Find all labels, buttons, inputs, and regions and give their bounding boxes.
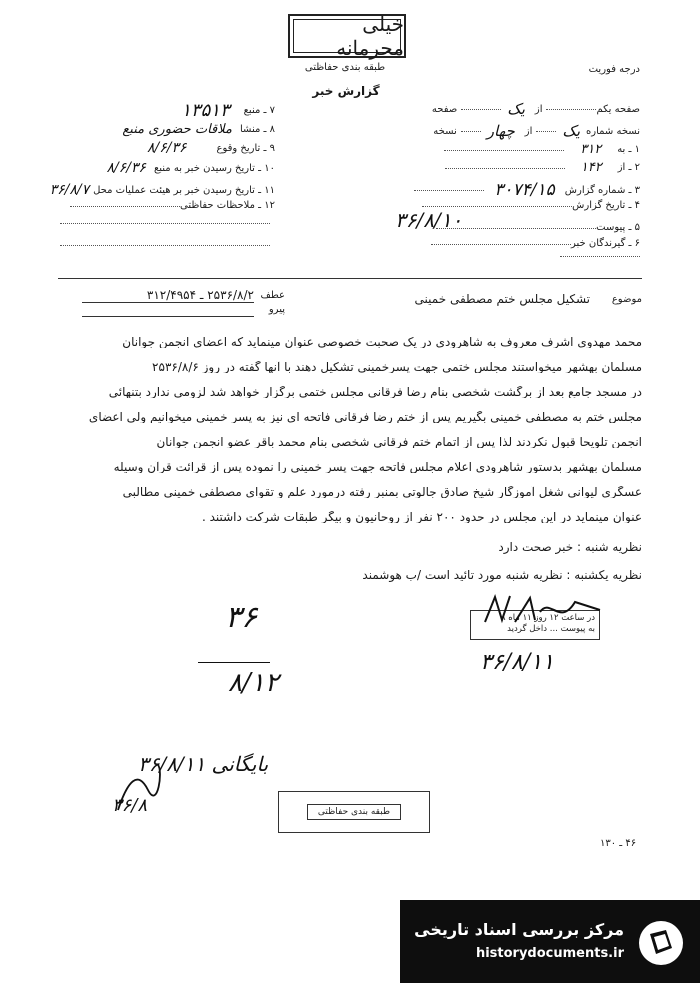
- subject-label: موضوع: [611, 294, 642, 305]
- right-field-to: [444, 142, 640, 157]
- field-value: ۸/۶/۳۶: [106, 160, 146, 176]
- handwritten-archive-note: بایگانی ۳۶/۸/۱۱: [138, 752, 269, 776]
- handwritten-initials: ۳۶/۸: [112, 795, 148, 816]
- field-value: یک: [507, 100, 525, 118]
- right-field-page: [432, 100, 640, 118]
- body-line: انجمن تلویحا قبول نکردند لذا پس از اتمام ختم فرقانی شخصی بنام محمد باقر عضو انجمن جوانان: [156, 436, 642, 448]
- bottom-stamp-text: طبقه بندی حفاظتی: [307, 804, 401, 820]
- field-label: ۳ ـ شماره گزارش: [564, 184, 640, 196]
- left-blank-line: [60, 245, 270, 246]
- right-field-report-number: [414, 180, 640, 200]
- field-value: یک: [562, 122, 581, 140]
- handwritten-sig-left-bottom: ۸/۱۲: [228, 668, 279, 698]
- right-field-copy: [433, 122, 640, 140]
- body-line: مجلس ختم به مصطفی خمینی بگیریم پس از ختم رضا فرقانی فاتحه ای نیز به پسر خمینی میخوانیم ولی اعضای: [88, 411, 642, 423]
- right-field-attachment: [436, 222, 640, 233]
- footer-url: historydocuments.ir: [475, 946, 624, 961]
- classification-subtitle: طبقه بندی حفاظتی: [304, 62, 386, 73]
- stamp-scribble: [480, 592, 610, 632]
- field-value: ۳۱۲: [580, 142, 602, 157]
- page-code: ۴۶ ـ ۱۳۰: [600, 838, 637, 849]
- classification-text: خیلی محرمانه: [336, 12, 404, 60]
- field-label: صفحه یکم: [596, 103, 640, 115]
- note-sunday: نظریه یکشنبه : نظریه شنبه مورد تائید است /ب هوشمند: [362, 568, 642, 582]
- field-label: ۱۲ ـ ملاحظات حفاظتی: [180, 200, 275, 211]
- body-line: محمد مهدوی اشرف معروف به شاهرودی در یک صحبت خصوصی عنوان مینماید که اعضای انجمن جوانان: [122, 336, 642, 348]
- note-saturday: نظریه شنبه : خبر صحت دارد: [498, 540, 642, 554]
- reference-underline: [82, 316, 254, 317]
- receipt-stamp-line2: به پیوست ... داخل گردید: [507, 624, 595, 635]
- body-line: مسلمان بهشهر میخواستند مجلس ختمی جهت پسرخمینی تشکیل دهند با آنها گفته در روز ۲۵۳۶/۸/۶: [152, 361, 642, 373]
- left-field-security-notes: [70, 200, 275, 211]
- header-divider: [58, 278, 642, 279]
- classification-stamp: [288, 14, 406, 58]
- field-label: ۴ ـ تاریخ گزارش: [572, 200, 640, 211]
- field-suffix: نسخه: [433, 125, 457, 137]
- left-field-source: [167, 100, 275, 121]
- body-line: عسگری لیوانی شغل آموزگار شیخ صادق جالوتی بمنبر رفته درمورد علم و تقوای مصطفی خمینی مطالبی: [122, 486, 642, 498]
- field-label: ۷ ـ منبع: [243, 105, 275, 116]
- field-label: ۵ ـ پیوست: [596, 222, 640, 233]
- handwritten-report-date: ۳۶/۸/۱۰: [395, 208, 463, 232]
- field-label: ۱۱ ـ تاریخ رسیدن خبر بر هیئت عملیات محل: [93, 184, 275, 196]
- signature-scribble: [108, 760, 168, 820]
- watermark-footer: [400, 900, 700, 983]
- field-suffix: صفحه: [431, 103, 458, 115]
- bottom-classification-stamp: [278, 791, 430, 833]
- field-value: ۱۴۲: [580, 160, 602, 175]
- receipt-stamp-line1: در ساعت ۱۲ روز ۱۱ ماه ۸: [500, 613, 595, 623]
- field-label: ۹ ـ تاریخ وقوع: [216, 142, 275, 154]
- left-blank-line: [60, 223, 270, 224]
- priority-label: درجه فوریت: [588, 64, 640, 75]
- body-line: مسلمان بهشهر بدستور شاهرودی اعلام مجلس فاتحه جهت پسر خمینی را نموده پس از قرائت قرآن وسیله: [113, 461, 642, 473]
- left-field-source-received: [98, 160, 275, 176]
- right-field-from: [445, 160, 640, 175]
- footer-title: مرکز بررسی اسناد تاریخی: [414, 920, 624, 939]
- field-value: ۳۶/۸/۷: [49, 182, 90, 198]
- field-value: ۳۰۷۴/۱۵: [494, 180, 555, 200]
- left-field-occurrence-date: [117, 140, 275, 156]
- reference-label: عطف: [260, 290, 285, 301]
- field-mid: از: [524, 125, 533, 137]
- right-field-recipients: [431, 238, 640, 249]
- signature-line: [198, 662, 270, 663]
- handwritten-sig-left-top: ۳۶: [225, 600, 258, 635]
- right-blank-line: [560, 256, 640, 257]
- reference-sub-label: پیرو: [268, 304, 285, 315]
- field-value: ملاقات حضوری منبع: [122, 122, 232, 137]
- field-label: ۲ ـ از: [617, 162, 640, 173]
- reference-value: ۲۵۳۶/۸/۲ ـ ۳۱۲/۴۹۵۴: [82, 288, 254, 303]
- body-line: عنوان مینماید در این مجلس در حدود ۲۰۰ نفر از روحانیون و بیگر طبقات شرکت داشتند .: [201, 511, 642, 523]
- handwritten-date-right: ۳۶/۸/۱۱: [480, 650, 554, 675]
- field-label: ۸ ـ منشا: [239, 124, 275, 135]
- field-label: نسخه شماره: [586, 125, 640, 137]
- field-value: ۸/۶/۳۶: [147, 140, 187, 156]
- left-field-local-received: [46, 182, 275, 198]
- field-mid: از: [534, 103, 543, 115]
- field-label: ۱۰ ـ تاریخ رسیدن خبر به منبع: [153, 162, 275, 174]
- field-value: چهار: [486, 122, 515, 140]
- field-label: ۱ ـ به: [617, 144, 640, 155]
- body-line: در مسجد جامع بعد از برگشت شخصی بنام رضا فرقانی مجلس ختمی برگزار خواهد شد لزومی ندارد بتنهائی: [108, 386, 642, 398]
- subject-value: تشکیل مجلس ختم مصطفی خمینی: [414, 292, 590, 306]
- archive-logo-icon: [636, 918, 686, 968]
- field-value: ۱۳۵۱۳: [181, 100, 230, 121]
- field-label: ۶ ـ گیرندگان خبر: [570, 238, 640, 249]
- report-title: گزارش خبر: [312, 84, 380, 98]
- left-field-origin: [114, 122, 275, 137]
